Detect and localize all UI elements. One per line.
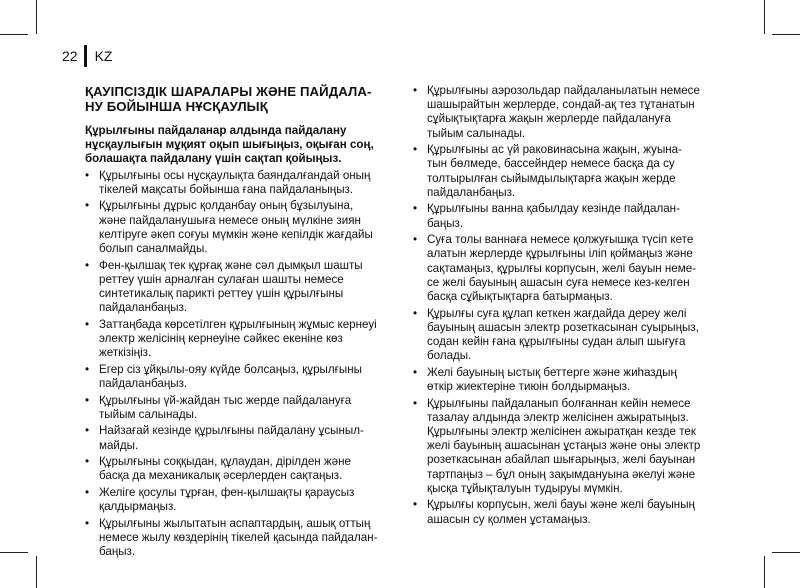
- list-item-line: Құрылғыны пайдаланып болғаннан кейін немесе: [427, 396, 691, 410]
- list-item: [85, 363, 390, 391]
- list-item-line: алатын жерлерде құрылғыны іліп қоймаңыз және: [427, 247, 693, 261]
- list-item-line: ашасын су қолмен ұстамаңыз.: [427, 512, 591, 526]
- language-code: KZ: [94, 48, 113, 64]
- list-item-line: Құрылғыны аэрозольдар пайдаланылатын немесе: [427, 84, 700, 97]
- safety-list-left: [85, 169, 390, 560]
- list-item-line: тыйым салынады.: [427, 126, 526, 140]
- list-item-line: пайдаланбаңыз.: [99, 377, 188, 391]
- bullet-icon: •: [413, 498, 418, 512]
- list-item-line: реттеу үшін арналған сулаған шашты немесе: [99, 272, 344, 286]
- crop-mark: [764, 0, 765, 34]
- section-title: [85, 84, 390, 114]
- crop-mark: [764, 556, 765, 588]
- bullet-icon: •: [85, 258, 90, 272]
- list-item-line: пайдаланбаңыз.: [99, 301, 188, 315]
- list-item-line: майды.: [99, 438, 139, 452]
- list-item-line: Құрылғыны осы нұсқаулықта баяндалғандай оның: [99, 168, 371, 182]
- list-item-line: Егер сіз ұйқылы-ояу күйде болсаңыз, құрылғыны: [99, 362, 362, 376]
- bullet-icon: •: [85, 168, 90, 182]
- list-item-line: тын бөлмеде, бассейндер немесе басқа да су: [427, 157, 675, 171]
- bullet-icon: •: [413, 306, 418, 320]
- list-item-line: синтетикалық парикті реттеу үшін құрылғыны: [99, 287, 344, 301]
- bullet-icon: •: [85, 516, 90, 530]
- intro-line: болашақта пайдалану үшін сақтап қойыңыз.: [85, 152, 342, 166]
- section-title-line: ҚАУІПСІЗДІК ШАРАЛАРЫ ЖӘНЕ ПАЙДАЛА-: [85, 84, 372, 99]
- list-item-line: тартпаңыз – бұл оның зақымдануына әкелуі және: [427, 467, 696, 481]
- list-item-line: Құрылғыны үй-жайдан тыс жерде пайдалануға: [99, 393, 352, 407]
- bullet-icon: •: [413, 84, 418, 97]
- list-item-line: басқа да механикалық әсерлерден сақтаңыз.: [99, 469, 343, 483]
- bullet-icon: •: [413, 365, 418, 379]
- list-item: [413, 307, 716, 364]
- list-item-line: тазалау алдында электр желісінен ажыратыңыз.: [427, 410, 689, 424]
- crop-mark: [0, 34, 28, 35]
- crop-mark: [772, 34, 800, 35]
- list-item: [85, 199, 390, 256]
- list-item: [85, 517, 390, 560]
- list-item-line: тікелей мақсаты бойынша ғана пайдаланыңыз.: [99, 182, 354, 196]
- list-item-line: жеткізіңіз.: [99, 346, 152, 360]
- list-item-line: қысқа тұйықталуын тудыруы мүмкін.: [427, 481, 623, 495]
- list-item-line: Құрылғы корпусын, желі бауы және желі бауының: [427, 498, 695, 512]
- list-item-line: Құрылғыны жылытатын аспаптардың, ашық оттың: [99, 516, 371, 530]
- list-item: [413, 84, 716, 141]
- safety-list-right: [413, 84, 716, 527]
- list-item-line: Суға толы ваннаға немесе қолжуғышқа түсіп кете: [427, 233, 694, 247]
- list-item-line: бауының ашасын электр розеткасынан суырыңыз,: [427, 320, 699, 334]
- page-header: [62, 44, 112, 68]
- list-item-line: шашырайтын жерлерде, сондай-ақ тез тұтанатын: [427, 98, 695, 112]
- list-item-line: баңыз.: [99, 545, 136, 559]
- bullet-icon: •: [413, 202, 418, 216]
- intro-line: нұсқаулығын мұқият оқып шығыңыз, оқыған соң,: [85, 138, 374, 152]
- list-item-line: Құрылғыны дұрыс қолданбау оның бұзылуына,: [99, 199, 354, 213]
- bullet-icon: •: [85, 424, 90, 438]
- list-item-line: қалдырмаңыз.: [99, 500, 177, 514]
- list-item-line: Желіге қосулы тұрған, фен-қылшақты қараусыз: [99, 486, 355, 499]
- list-item-line: Құрылғыны ас үй раковинасына жақын, жуына-: [427, 143, 682, 157]
- intro-line: Құрылғыны пайдаланар алдында пайдалану: [85, 124, 347, 137]
- list-item: [413, 202, 716, 230]
- list-item: [413, 143, 716, 200]
- crop-mark: [36, 556, 37, 588]
- list-item: [413, 498, 716, 526]
- list-item: [85, 169, 390, 197]
- crop-mark: [0, 552, 28, 553]
- list-item-line: өткір жиектеріне тиюін болдырмаңыз.: [427, 380, 631, 394]
- intro-paragraph: [85, 124, 390, 167]
- list-item: [413, 397, 716, 496]
- list-item-line: Құрылғы суға құлап кеткен жағдайда дереу желі: [427, 306, 687, 320]
- list-item: [413, 366, 716, 394]
- crop-mark: [36, 0, 37, 34]
- bullet-icon: •: [85, 362, 90, 376]
- list-item-line: электр желісінің кернеуіне сәйкес екеніне көз: [99, 332, 343, 346]
- list-item-line: және пайдаланушыға немесе оның мүлкіне зиян: [99, 213, 361, 227]
- list-item-line: Құрылғыны ванна қабылдау кезінде пайдалан-: [427, 202, 680, 216]
- list-item-line: Құрылғыны соққыдан, құлаудан, дірілден және: [99, 455, 351, 469]
- list-item-line: сұйықтықтарға жақын жерлерде пайдалануға: [427, 112, 671, 126]
- bullet-icon: •: [85, 393, 90, 407]
- list-item-line: Құрылғыны электр желісінен ажыратқан кезде тек: [427, 425, 696, 439]
- list-item: [85, 455, 390, 483]
- right-column: [413, 84, 716, 529]
- list-item-line: се желі бауының ашасын суға немесе кез-келген: [427, 275, 690, 289]
- list-item-line: желі бауының ашасынан ұстаңыз және оны электр: [427, 439, 701, 453]
- list-item-line: толтырылған сыйымдылықтарға жақын жерде: [427, 171, 676, 185]
- list-item: [85, 318, 390, 361]
- list-item-line: сақтамаңыз, құрылғы корпусын, желі бауын неме-: [427, 261, 697, 275]
- bullet-icon: •: [85, 455, 90, 469]
- bullet-icon: •: [85, 199, 90, 213]
- list-item-line: келтіруге әкеп соғуы мүмкін және кепілдік жағдайы: [99, 227, 373, 241]
- bullet-icon: •: [413, 396, 418, 410]
- list-item-line: содан кейін ғана құрылғыны судан алып шығуға: [427, 335, 686, 349]
- list-item-line: басқа сұйықтықтарға батырмаңыз.: [427, 290, 613, 304]
- list-item-line: пайдаланбаңыз.: [427, 185, 516, 199]
- list-item: [85, 424, 390, 452]
- list-item-line: тыйым салынады.: [99, 407, 198, 421]
- list-item-line: Заттаңбада көрсетілген құрылғының жұмыс кернеуі: [99, 317, 377, 331]
- list-item-line: Найзағай кезінде құрылғыны пайдалану ұсыныл-: [99, 424, 364, 438]
- list-item-line: Желі бауының ыстық беттерге және жиһаздың: [427, 365, 677, 379]
- list-item-line: розеткасынан абайлап шығарыңыз, желі бауынан: [427, 453, 696, 467]
- list-item-line: болып саналмайды.: [99, 242, 208, 256]
- header-divider: [84, 45, 87, 67]
- list-item-line: баңыз.: [427, 216, 464, 230]
- left-column: [85, 84, 390, 562]
- list-item: [85, 259, 390, 316]
- page-number: 22: [62, 48, 78, 64]
- crop-mark: [772, 552, 800, 553]
- list-item: [85, 486, 390, 514]
- bullet-icon: •: [85, 317, 90, 331]
- list-item-line: Фен-қылшақ тек құрғақ және сәл дымқыл шашты: [99, 258, 363, 272]
- section-title-line: НУ БОЙЫНША НҰСҚАУЛЫҚ: [85, 99, 268, 114]
- list-item-line: немесе жылу көздерінің тікелей қасында пайдалан-: [99, 531, 378, 544]
- list-item: [85, 394, 390, 422]
- list-item: [413, 233, 716, 304]
- list-item-line: болады.: [427, 349, 472, 363]
- bullet-icon: •: [85, 486, 90, 499]
- bullet-icon: •: [413, 143, 418, 157]
- bullet-icon: •: [413, 233, 418, 247]
